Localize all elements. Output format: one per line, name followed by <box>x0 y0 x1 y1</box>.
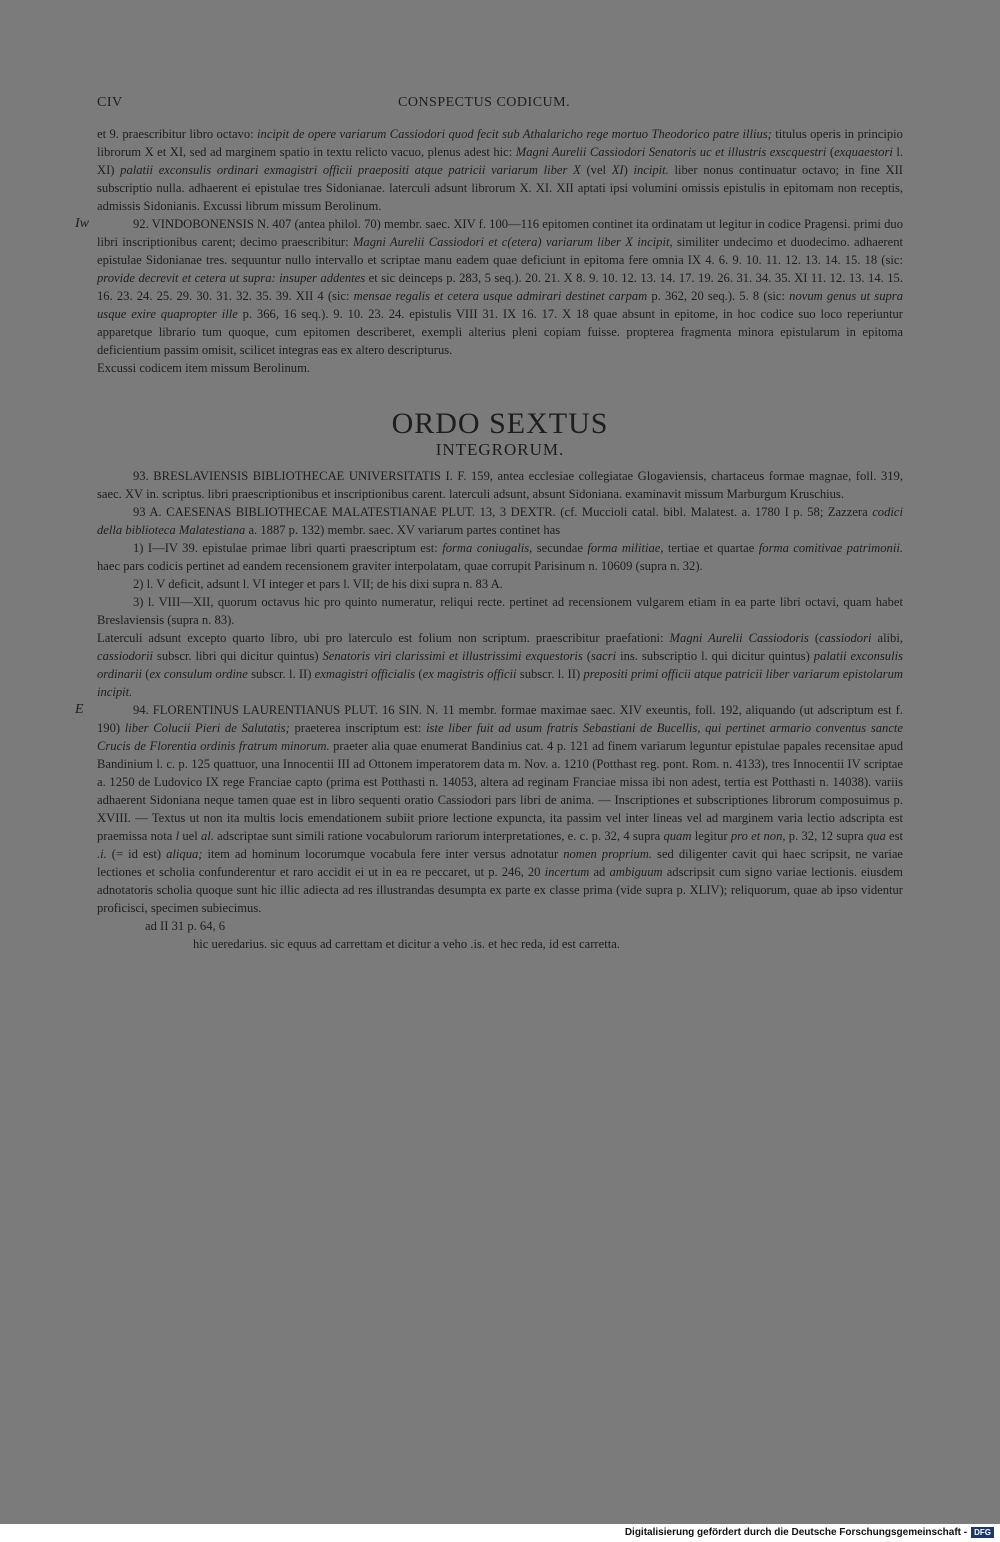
dfg-logo: DFG <box>971 1527 994 1538</box>
italic-span: novum genus ut supra usque exire quapropter ille <box>97 289 903 321</box>
text-span: 93 A. CAESENAS BIBLIOTHECAE MALATESTIANAE PLUT. 13, 3 DEXTR. (cf. Muccioli catal. bibl. Malatest. a. 1780 I p. 58; Zazzera <box>133 505 873 519</box>
italic-span: l <box>175 829 180 843</box>
specimen-reference: ad II 31 p. 64, 6 <box>145 919 226 933</box>
credit-text: Digitalisierung gefördert durch die Deutsche Forschungsgemeinschaft - <box>624 1527 968 1539</box>
entry-93a-part-1 <box>97 539 903 575</box>
italic-span: provide decrevit et cetera ut supra: insuper addentes <box>97 271 366 285</box>
entry-93: 93. BRESLAVIENSIS BIBLIOTHECAE UNIVERSITATIS I. F. 159, antea ecclesiae collegiatae Glogaviensis, chartaceus formae magnae, foll. 319, saec. XV in. scriptus. libri praescriptionibus et inscriptionibus carent. laterculi adsunt, absunt Sidoniana. examinavit missum Marburgum Kruschius. <box>97 469 903 501</box>
section-subtitle: INTEGRORUM. <box>435 440 565 459</box>
text-span: secundae <box>532 541 588 555</box>
italic-span: pro et non, <box>730 829 786 843</box>
text-span: et 9. praescribitur libro octavo: <box>97 127 258 141</box>
text-span: subscr. l. II) <box>516 667 584 681</box>
italic-span: prepositi primi officii atque patricii liber variarum epistolarum incipit. <box>97 667 903 699</box>
text-span: (vel <box>580 163 612 177</box>
text-span: p. 362, 20 seq.). 5. 8 (sic: <box>647 289 790 303</box>
text-span: item ad hominum locorumque vocabula fere inter versus adnotatur <box>202 847 564 861</box>
italic-span: .i. <box>97 847 107 861</box>
text-span: p. 366, 16 seq.). 9. 10. 23. 24. epistulis VIII 31. IX 16. 17. X 18 quae absunt in epitome, in hoc codice suo loco reperiuntur apparetque librario tum quoque, cum epitomen describeret, exempli alterius pleni copiam fuisse. propterea fragmenta minora epistularum in epitoma deficientium passim omisit, scilicet integras eas ex altero descripturus. <box>97 307 903 357</box>
entry-93a <box>97 503 903 539</box>
entry-92-note: Excussi codicem item missum Berolinum. <box>97 361 311 375</box>
italic-span: ex magistris officii <box>422 667 517 681</box>
italic-span: exmagistri officialis <box>314 667 416 681</box>
italic-span: liber Colucii Pieri de Salutatis; <box>124 721 290 735</box>
text-span: ad <box>589 865 610 879</box>
text-span: subscr. libri qui dicitur quintus) <box>152 649 323 663</box>
italic-span: XI <box>611 163 624 177</box>
italic-span: ex consulum ordine <box>149 667 248 681</box>
siglum-label: E <box>75 702 84 717</box>
italic-span: ambiguum <box>609 865 663 879</box>
running-title: CONSPECTUS CODICUM. <box>398 95 571 110</box>
paragraph-continued <box>97 125 903 215</box>
text-span: et sic deinceps p. 283, 5 seq.). 20. 21. X 8. 9. 10. 12. 13. 14. 17. 19. 26. 31. 34. 35. XI 11. 12. 13. 14. 15. 16. 23. 24. 25. 29. 30. 31. 32. 35. 39. XII 4 (sic: <box>97 271 904 303</box>
text-span: praeter alia quae enumerat Bandinius cat. 4 p. 121 ad finem variarum leguntur epistulae papales recensitae apud Bandinium l. c. p. 125 quattuor, una Innocentii III ad Ottonem imperatorem data m. Nov. a. 1210 (Potthast reg. pont. Rom. n. 4133), tres Innocentii IV scriptae a. 1250 de Ludovico IX rege Franciae capto (prima est Potthasti n. 14053, altera ad reginam Franciae missa ibi non adest, tertia est Potthasti n. 14038). variis adhaerent Sidoniana neque tamen quae est in libro sequenti oratio Cassiodori pars libri de anima. — Inscriptiones et subscriptiones librorum composuimus p. XVIII. — Textus ut non ita multis locis emendationem subiit priore lectione expuncta, ita passim vel inter lineas vel ad marginem varia lectio adscripta est praemissa nota <box>97 739 903 843</box>
text-span: 92. VINDOBONENSIS N. 407 (antea philol. 70) membr. saec. XIV f. 100—116 epitomen continet ita ordinatam ut legitur in codice Pragensi. primi duo libri inscriptionibus carent; decimo praescribitur: <box>97 217 903 249</box>
italic-span: palatii exconsulis ordinari exmagistri officii praepositi atque patricii variarum liber X <box>120 163 581 177</box>
text-span: ( <box>142 667 150 681</box>
text-span: est <box>885 829 903 843</box>
text-span: 94. FLORENTINUS LAURENTIANUS PLUT. 16 SIN. N. 11 membr. formae maximae saec. XIV exeuntis, foll. 192, aliquando (ut adscriptum est f. 190) <box>97 703 903 735</box>
italic-span: iste liber fuit ad usum fratris Sebastiani de Bucellis, qui pertinet armario conventus sancte Crucis de Florentia ordinis fratrum minorum. <box>97 721 903 753</box>
italic-span: palatii exconsulis ordinarii <box>97 649 903 681</box>
italic-span: Magni Aurelii Cassiodoris <box>669 631 809 645</box>
text-span: a. 1887 p. 132) membr. saec. XV variarum partes continet has <box>245 523 561 537</box>
italic-span: cassiodori <box>819 631 872 645</box>
italic-span: aliqua; <box>166 847 203 861</box>
text-span: ( <box>415 667 423 681</box>
text-span: (= id est) <box>106 847 167 861</box>
text-span: ( <box>808 631 820 645</box>
italic-span: Magni Aurelii Cassiodori Senatoris uc et illustris exscquestri <box>515 145 827 159</box>
text-span: sed diligenter cavit qui haec scripsit, ne variae lectiones et scholia confunderentur et raro accidit ei ut in ea re peccaret, ut p. 246, 20 <box>97 847 903 879</box>
text-span: liber nonus continuatur octavo; in fine XII subscriptio nulla. adhaerent ei epistulae tres Sidonianae. laterculi adsunt librorum X. XI. XII aptati ipsi volumini omissis epistulis in epitomam non receptis, admissis Sidonianis. Excussi librum missum Berolinum. <box>97 163 903 213</box>
entry-94 <box>75 701 903 917</box>
section-title: ORDO SEXTUS <box>391 407 609 440</box>
italic-span: incipit. <box>633 163 669 177</box>
text-span: ins. subscriptio l. qui dicitur quintus) <box>616 649 814 663</box>
entry-94-text <box>97 701 903 917</box>
siglum-label: Iw <box>75 216 89 231</box>
entry-92-text <box>97 215 903 359</box>
italic-span: qua <box>866 829 886 843</box>
text-span: adscripsit cum signo variae lectionis. eiusdem adnotatoris scholia quoque sunt hic illic adiecta ad res illustrandas desumpta ex parte ex classe prima (vide supra p. XLIV); reliquorum, quae ab ipso videntur proficisci, specimen subiecimus. <box>97 865 903 915</box>
page-body <box>75 125 904 953</box>
entry-93a-laterculi <box>97 629 903 701</box>
text-span: adscriptae sunt simili ratione vocabulorum rariorum interpretationes, e. c. p. 32, 4 supra <box>213 829 664 843</box>
text-span: ( <box>826 145 835 159</box>
text-span: similiter undecimo et duodecimo. adhaerent epistulae Sidonianae tres. sequuntur nullo intervallo et scriptae manu eadem quae deficiunt in epitoma fere omnia IX 4. 6. 9. 10. 11. 12. 13. 14. 15. 18 (sic: <box>97 235 903 267</box>
text-span: legitur <box>691 829 731 843</box>
italic-span: codici della biblioteca Malatestiana <box>97 505 903 537</box>
text-span: p. 32, 12 supra <box>785 829 867 843</box>
text-span: 1) I—IV 39. epistulae primae libri quarti praescriptum est: <box>133 541 443 555</box>
italic-span: forma comitivae patrimonii. <box>758 541 903 555</box>
text-span: praeterea inscriptum est: <box>289 721 427 735</box>
text-span: subscr. l. II) <box>247 667 315 681</box>
italic-span: Senatoris viri clarissimi et illustrissimi exquestoris <box>322 649 583 663</box>
text-span: l. XI) <box>97 145 904 177</box>
italic-span: sacri <box>590 649 617 663</box>
italic-span: cassiodorii <box>97 649 153 663</box>
entry-92 <box>75 215 904 377</box>
italic-span: nomen proprium. <box>563 847 653 861</box>
italic-span: forma coniugalis, <box>442 541 533 555</box>
digitization-credit <box>625 1527 994 1538</box>
entry-93a-part-2: 2) l. V deficit, adsunt l. VI integer et pars l. VII; de his dixi supra n. 83 A. <box>133 577 503 591</box>
text-span: ( <box>582 649 591 663</box>
entry-93a-part-3: 3) l. VIII—XII, quorum octavus hic pro quinto numeratur, reliqui recte. pertinet ad recensionem vulgarem etiam in ea parte libri octavi, quam habet Breslaviensis (supra n. 83). <box>97 595 903 627</box>
text-span: tertiae et quartae <box>663 541 759 555</box>
italic-span: incertum <box>544 865 590 879</box>
text-span: titulus operis in principio librorum X et XI, sed ad marginem spatio in textu relicto vacuo, plenus adest hic: <box>97 127 903 159</box>
specimen-scholion: hic ueredarius. sic equus ad carrettam et dicitur a veho .is. et hec reda, id est carretta. <box>193 937 620 951</box>
italic-span: exquaestori <box>834 145 893 159</box>
text-span: alibi, <box>871 631 904 645</box>
italic-span: incipit de opere variarum Cassiodori quod fecit sub Athalaricho rege mortuo Theodorico patre illius; <box>257 127 772 141</box>
italic-span: quam <box>663 829 692 843</box>
italic-span: Magni Aurelii Cassiodori et c(etera) variarum liber X incipit, <box>352 235 673 249</box>
page-number: CIV <box>97 95 123 110</box>
text-span: haec pars codicis pertinet ad eandem recensionem graviter interpolatam, quae corrupit Parisinum n. 10609 (supra n. 32). <box>97 559 703 573</box>
text-span: uel <box>179 829 201 843</box>
italic-span: al. <box>200 829 214 843</box>
italic-span: forma militiae, <box>587 541 664 555</box>
italic-span: mensae regalis et cetera usque admirari destinet carpam <box>353 289 648 303</box>
text-span: ) <box>623 163 634 177</box>
text-span: Laterculi adsunt excepto quarto libro, ubi pro laterculo est folium non scriptum. praescribitur praefationi: <box>97 631 670 645</box>
